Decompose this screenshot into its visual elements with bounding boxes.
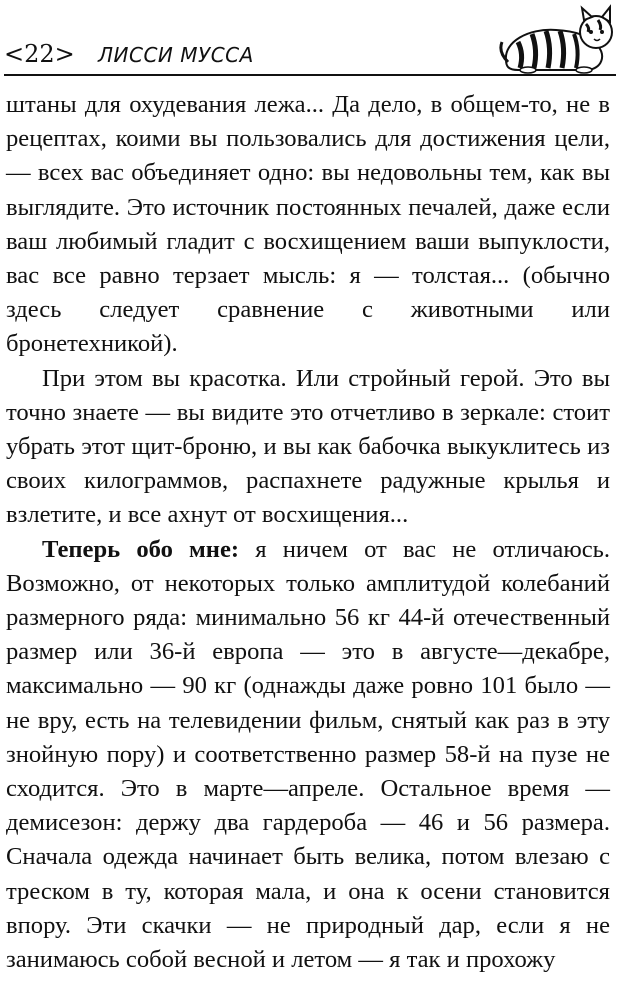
- striped-cat-icon: [498, 2, 616, 74]
- paragraph-lead: Теперь обо мне:: [42, 535, 240, 563]
- page-header: [4, 30, 616, 78]
- running-title: ЛИССИ МУССА: [98, 43, 254, 67]
- header-rule: [4, 74, 616, 76]
- paragraph-3-text: я ничем от вас не отличаюсь. Возможно, от некоторых только амплитудой колебаний размерного ряда: минимально 56 кг 44-й отечественный размер или 36-й европа — это в августе—декабре, максимально — 90 кг (однажды даже ровно 101 было — не вру, есть на телевидении фильм, снятый как раз в эту знойную пору) и соответственно размер 58-й на пузе не сходится. Это в марте—апреле. Остальное время — демисезон: держу два гардероба — 46 и 56 размера. Сначала одежда начинает быть велика, потом влезаю с треском в ту, которая мала, и она к осени становится впору. Эти скачки — не природный дар, если я не занимаюсь собой весной и летом — я так и прохожу: [6, 535, 610, 974]
- paragraph-1: штаны для охудевания лежа... Да дело, в общем-то, не в рецептах, коими вы пользовались для достижения цели, — всех вас объединяет одно: вы недовольны тем, как вы выглядите. Это источник постоянных печалей, даже если ваш любимый гладит с восхищением ваши выпуклости, вас все равно терзает мысль: я — толстая... (обычно здесь следует сравнение с животными или бронетехникой).: [6, 91, 610, 358]
- paragraph-2: При этом вы красотка. Или стройный герой. Это вы точно знаете — вы видите это отчетливо в зеркале: стоит убрать этот щит-броню, и вы как бабочка выкуклитесь из своих килограммов, распахнете радужные крылья и взлетите, и все ахнут от восхищения...: [6, 364, 610, 529]
- paragraph-3: [6, 533, 610, 978]
- page-number: <22>: [4, 40, 75, 68]
- body-text: [6, 88, 610, 977]
